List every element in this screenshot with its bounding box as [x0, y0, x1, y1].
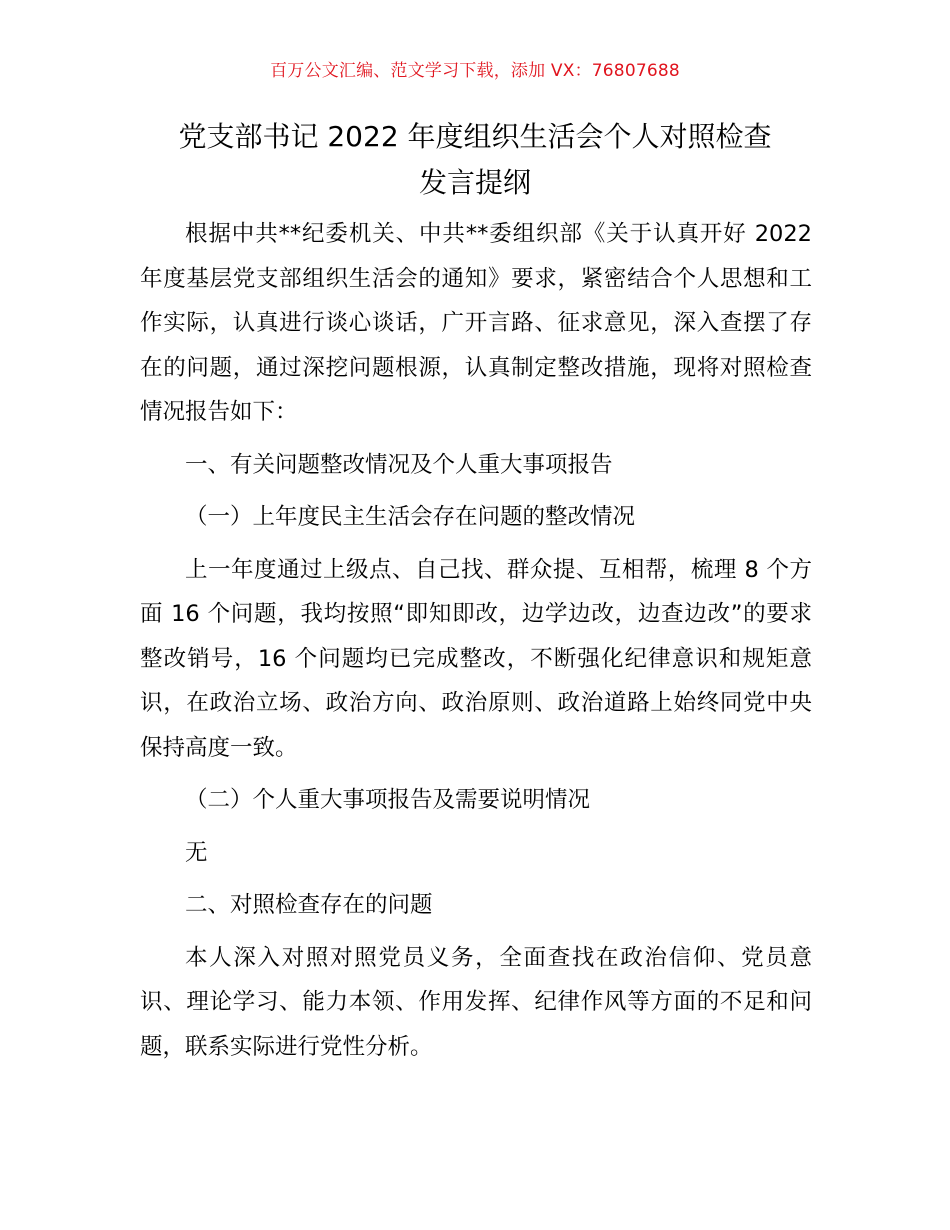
title-line-1: 党支部书记 2022 年度组织生活会个人对照检查 [178, 120, 772, 153]
self-check-paragraph: 本人深入对照对照党员义务，全面查找在政治信仰、党员意识、理论学习、能力本领、作用发挥、纪律作风等方面的不足和问题，联系实际进行党性分析。 [140, 944, 812, 1060]
intro-paragraph: 根据中共**纪委机关、中共**委组织部《关于认真开好 2022 年度基层党支部组织生活会的通知》要求，紧密结合个人思想和工作实际，认真进行谈心谈话，广开言路、征求意见，深入查摆了存在的问题，通过深挖问题根源，认真制定整改措施，现将对照检查情况报告如下： [140, 221, 812, 425]
section-heading-1: 一、有关问题整改情况及个人重大事项报告 [185, 451, 613, 478]
title-line-2: 发言提纲 [418, 166, 531, 199]
section-heading-2: 二、对照检查存在的问题 [185, 892, 433, 918]
rectification-paragraph: 上一年度通过上级点、自己找、群众提、互相帮，梳理 8 个方面 16 个问题，我均按照“即知即改，边学边改，边查边改”的要求整改销号，16 个问题均已完成整改，不断强化纪律意识和规矩意识，在政治立场、政治方向、政治原则、政治道路上始终同党中央保持高度一致。 [140, 556, 812, 761]
document-title [135, 114, 815, 206]
watermark-header: 百万公文汇编、范文学习下载，添加 VX：76807688 [270, 61, 680, 81]
none-paragraph: 无 [185, 839, 208, 866]
subsection-heading-1: （一）上年度民主生活会存在问题的整改情况 [185, 504, 636, 530]
subsection-heading-2: （二）个人重大事项报告及需要说明情况 [185, 787, 591, 813]
document-body [140, 212, 812, 1069]
